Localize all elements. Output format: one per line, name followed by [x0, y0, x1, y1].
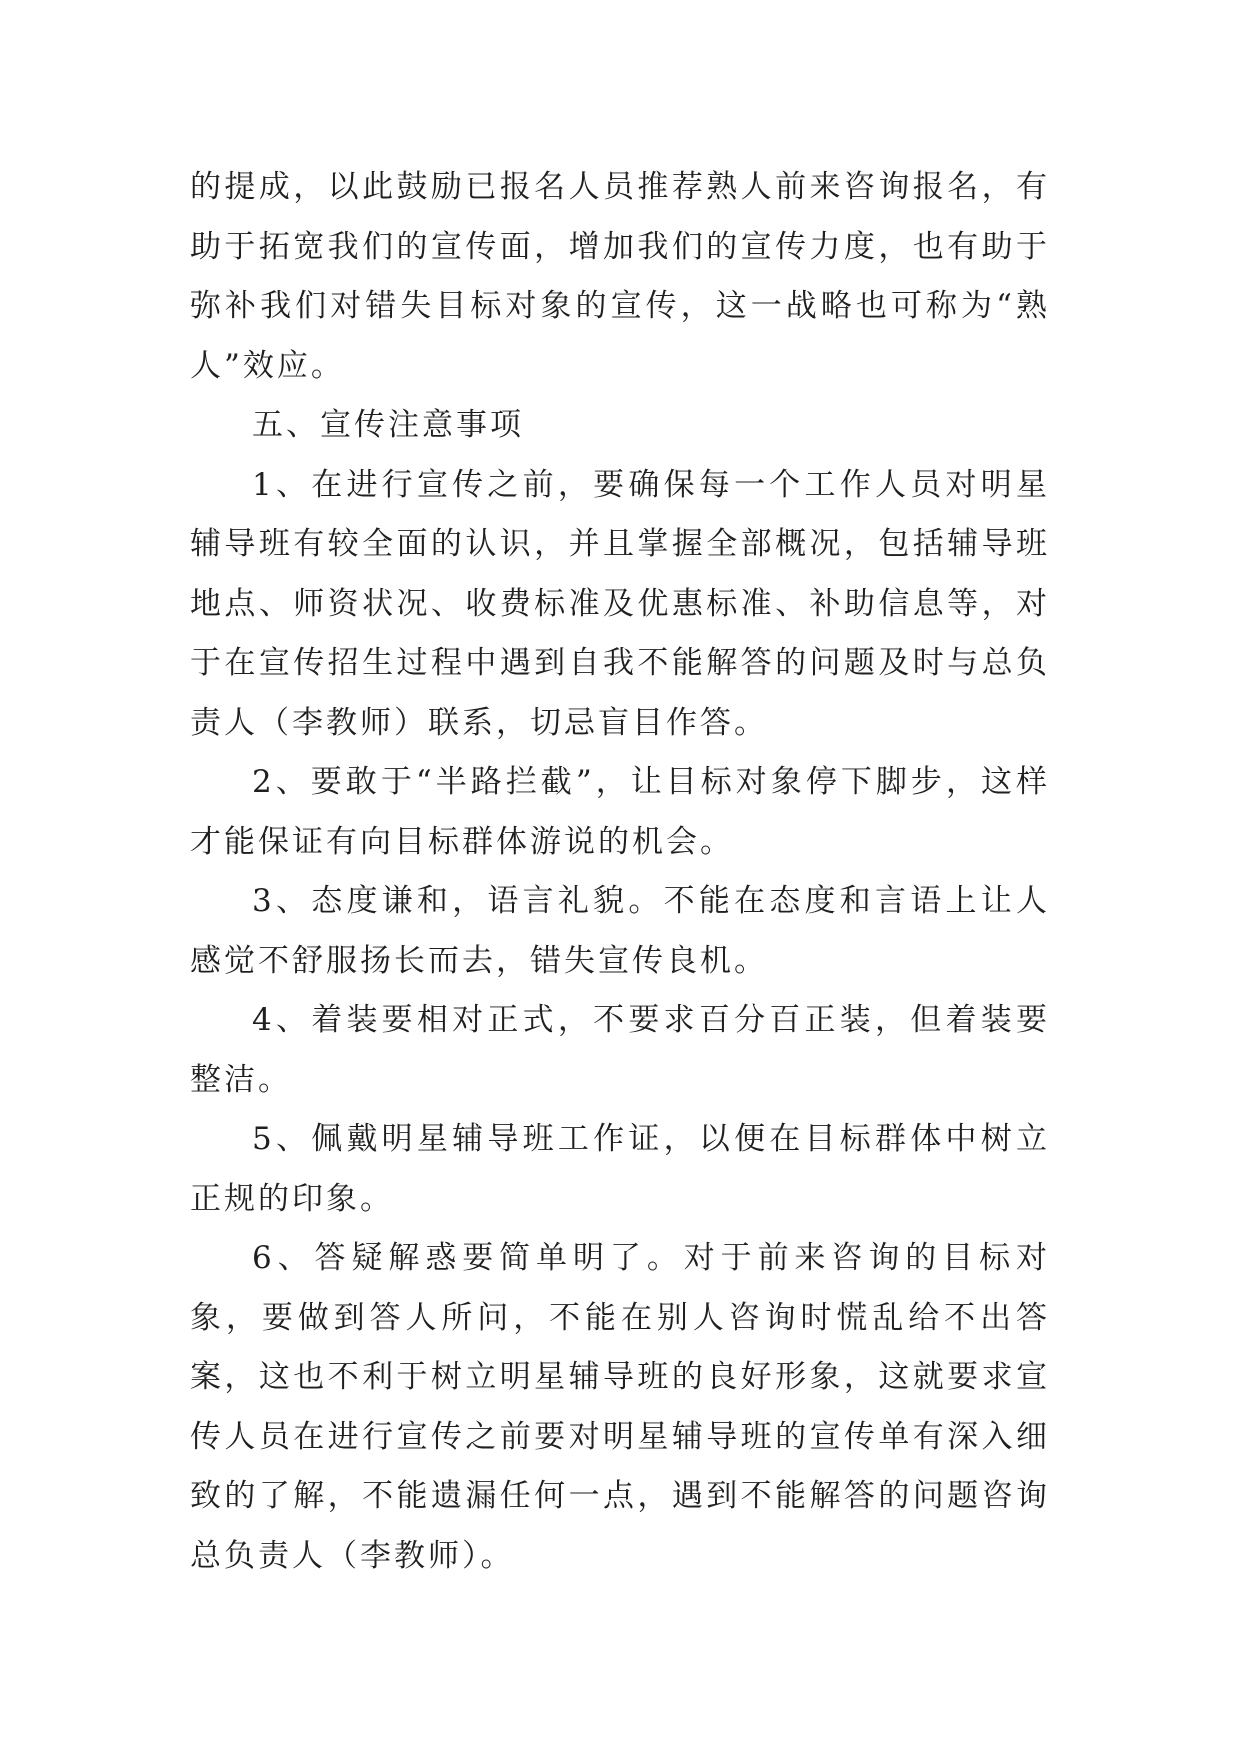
list-item-6: 6、答疑解惑要简单明了。对于前来咨询的目标对象，要做到答人所问，不能在别人咨询时慌乱给不出答案，这也不利于树立明星辅导班的良好形象，这就要求宣传人员在进行宣传之前要对明星辅导班的宣传单有深入细致的了解，不能遗漏任何一点，遇到不能解答的问题咨询总负责人（李教师）。: [190, 1240, 1050, 1574]
list-item-5: 5、佩戴明星辅导班工作证，以便在目标群体中树立正规的印象。: [190, 1121, 1050, 1217]
list-item-3: 3、态度谦和，语言礼貌。不能在态度和言语上让人感觉不舒服扬长而去，错失宣传良机。: [190, 883, 1050, 979]
list-item-2: 2、要敢于“半路拦截”，让目标对象停下脚步，这样才能保证有向目标群体游说的机会。: [190, 764, 1050, 860]
paragraph-continuation: 的提成，以此鼓励已报名人员推荐熟人前来咨询报名，有助于拓宽我们的宣传面，增加我们的宣传力度，也有助于弥补我们对错失目标对象的宣传，这一战略也可称为“熟人”效应。: [190, 169, 1050, 384]
list-item-4: 4、着装要相对正式，不要求百分百正装，但着装要整洁。: [190, 1002, 1050, 1098]
document-body: [190, 158, 1050, 1586]
section-heading: 五、宣传注意事项: [252, 407, 524, 443]
list-item-1: 1、在进行宣传之前，要确保每一个工作人员对明星辅导班有较全面的认识，并且掌握全部概况，包括辅导班地点、师资状况、收费标准及优惠标准、补助信息等，对于在宣传招生过程中遇到自我不能解答的问题及时与总负责人（李教师）联系，切忌盲目作答。: [190, 466, 1050, 741]
